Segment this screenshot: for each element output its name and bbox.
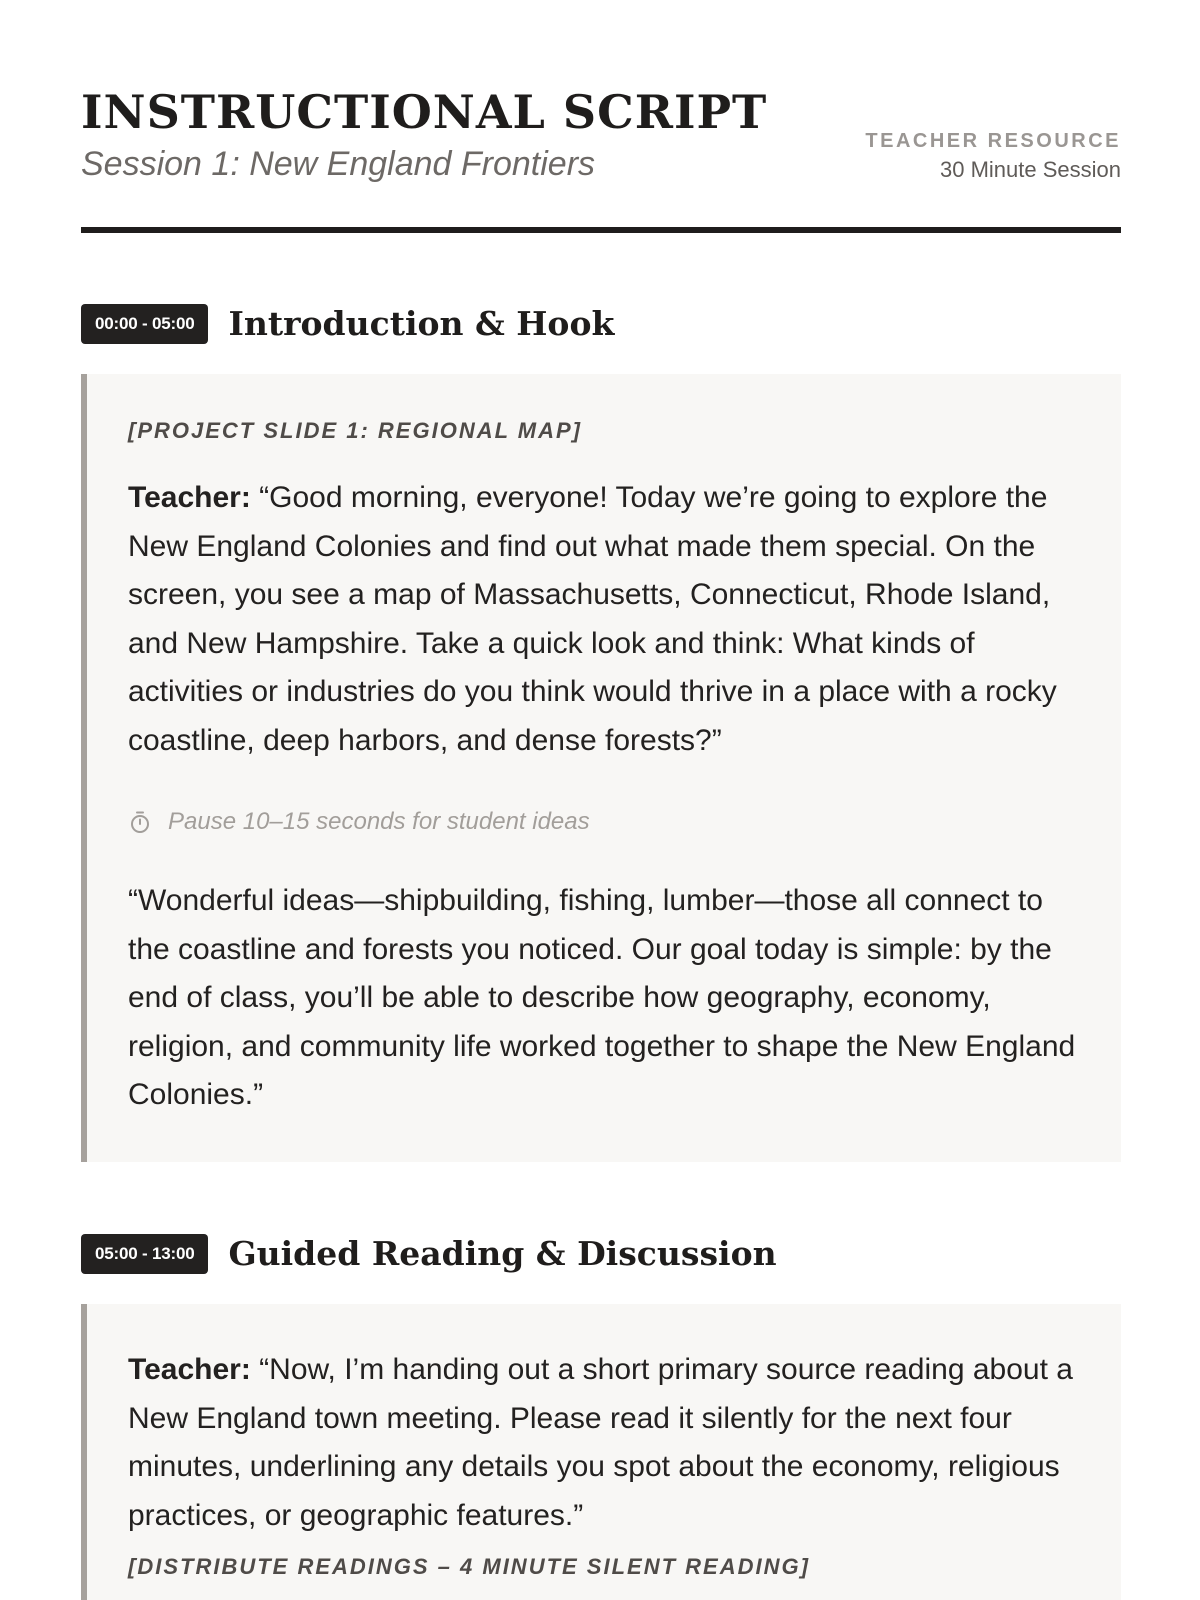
teacher-dialogue — [128, 877, 1081, 1120]
dialogue-text: “Now, I’m handing out a short primary source reading about a New England town meeting. Please read it silently for the next four minutes, underlining any details you spot about the economy, religious practices, or geographic features.” — [128, 1353, 1073, 1532]
section-header — [81, 302, 614, 346]
speaker-label: Teacher: — [128, 1353, 251, 1386]
timer-icon — [128, 810, 152, 834]
session-duration: 30 Minute Session — [940, 157, 1121, 182]
document-title: INSTRUCTIONAL SCRIPT — [81, 85, 768, 139]
stage-direction: [PROJECT SLIDE 1: REGIONAL MAP] — [128, 418, 582, 443]
teacher-dialogue — [128, 474, 1081, 765]
script-block — [81, 374, 1121, 1162]
teacher-dialogue — [128, 1346, 1081, 1540]
stage-direction: [DISTRIBUTE READINGS – 4 MINUTE SILENT READING] — [128, 1554, 810, 1579]
dialogue-text: “Good morning, everyone! Today we’re going to explore the New England Colonies and find out what made them special. On the screen, you see a map of Massachusetts, Connecticut, Rhode Island, and New Hampshire. Take a quick look and think: What kinds of activities or industries do you think would thrive in a place with a rocky coastline, deep harbors, and dense forests?” — [128, 481, 1057, 757]
speaker-label: Teacher: — [128, 481, 251, 514]
document-meta — [865, 128, 1121, 186]
time-badge: 05:00 - 13:00 — [81, 1234, 208, 1274]
script-block — [81, 1304, 1121, 1600]
time-badge: 00:00 - 05:00 — [81, 304, 208, 344]
header-divider — [81, 227, 1121, 233]
pause-text: Pause 10–15 seconds for student ideas — [168, 808, 590, 835]
section-header — [81, 1232, 777, 1276]
dialogue-text: “Wonderful ideas—shipbuilding, fishing, lumber—those all connect to the coastline and forests you noticed. Our goal today is simple: by the end of class, you’ll be able to describe how geography, economy, religion, and community life worked together to shape the New England Colonies.” — [128, 884, 1076, 1111]
resource-label: TEACHER RESOURCE — [865, 130, 1121, 152]
document-header — [81, 84, 1121, 236]
session-subtitle: Session 1: New England Frontiers — [81, 145, 596, 183]
section-title: Introduction & Hook — [228, 304, 615, 343]
section-title: Guided Reading & Discussion — [228, 1234, 777, 1273]
pause-note — [128, 807, 1081, 837]
